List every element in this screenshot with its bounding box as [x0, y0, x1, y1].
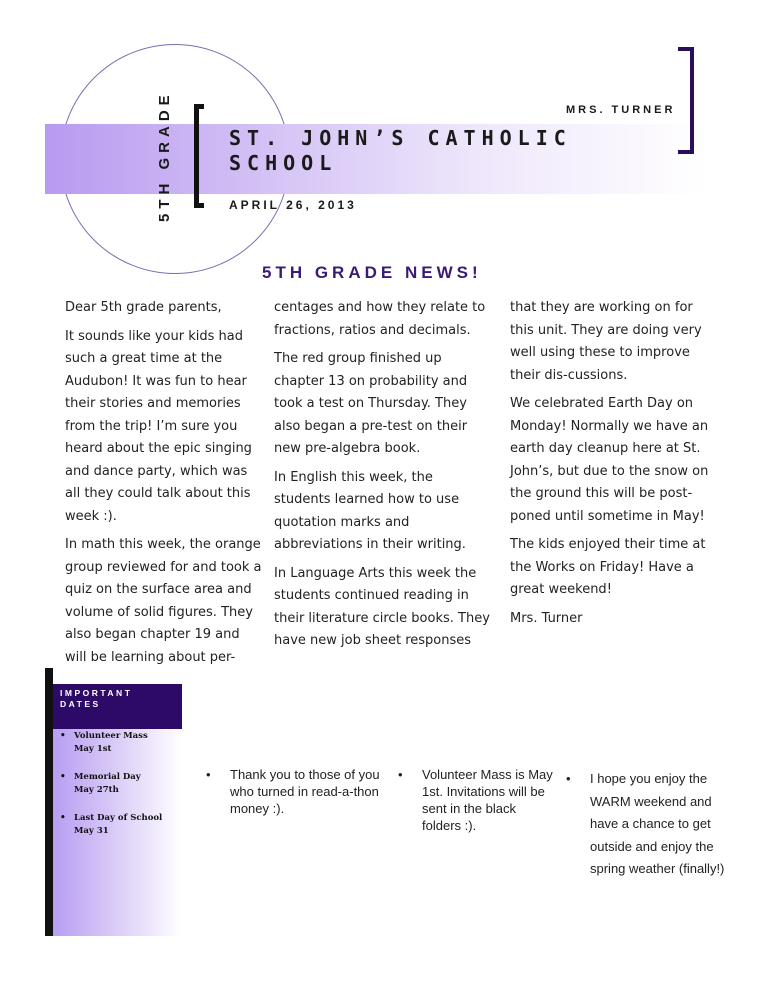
list-item [60, 812, 180, 838]
teacher-name: MRS. TURNER [566, 104, 676, 116]
paragraph: The kids enjoyed their time at the Works on Friday! Have a great weekend! [510, 537, 706, 597]
paragraph: centages and how they relate to fractions, ratios and decimals. [274, 300, 486, 338]
list-item [60, 730, 180, 756]
bullet-text: Volunteer Mass is May 1st. Invitations will be sent in the black folders :). [422, 767, 553, 833]
bullet-text: Thank you to those of you who turned in read-a-thon money :). [230, 767, 380, 816]
date-value: May 31 [74, 826, 109, 836]
paragraph: It sounds like your kids had such a great time at the Audubon! It was fun to hear their stories and memories from the trip! I’m sure you heard about the epic singing and dance party, which was all they could talk about this week :). [65, 328, 252, 524]
date-event: • Last Day of School [74, 813, 163, 823]
paragraph: Dear 5th grade parents, [65, 300, 222, 315]
paragraph: In math this week, the orange group reviewed for and took a quiz on the surface area and volume of solid figures. They also began chapter 19 and will be learning about per- [65, 537, 262, 665]
left-bracket-decoration [194, 104, 204, 208]
paragraph: In Language Arts this week the students continued reading in their literature circle books. They have new job sheet responses [274, 565, 490, 648]
bullet-icon: • [566, 771, 571, 786]
date-event: • Volunteer Mass [74, 731, 148, 741]
signature-text: Mrs. Turner [510, 610, 583, 626]
bullet-icon: • [398, 767, 403, 782]
news-title: 5TH GRADE NEWS! [262, 263, 482, 282]
sidebar-accent-bar [45, 668, 53, 936]
school-title [229, 126, 572, 176]
paragraph: We celebrated Earth Day on Monday! Normally we have an earth day cleanup here at St. John’s, but due to the snow on the ground this will be post-poned until sometime in May! [510, 396, 709, 524]
school-title-line1: ST. JOHN’S CATHOLIC [229, 126, 572, 150]
right-bracket-decoration [678, 47, 694, 154]
article-column-2 [274, 297, 492, 659]
grade-vertical-label: 5TH GRADE [156, 90, 173, 222]
sidebar-title-line1: IMPORTANT [60, 688, 133, 698]
paragraph: The red group finished up chapter 13 on probability and took a test on Thursday. They also began a pre-test on their new pre-algebra book. [274, 351, 468, 456]
sidebar-title [60, 688, 132, 710]
date-value: May 27th [74, 785, 119, 795]
date-value: May 1st [74, 744, 112, 754]
article-column-3 [510, 297, 720, 636]
bullet-text: I hope you enjoy the WARM weekend and have a chance to get outside and enjoy the spring weather (finally!) [590, 771, 725, 876]
paragraph: that they are working on for this unit. They are doing very well using these to improve their dis-cussions. [510, 300, 702, 383]
list-item [60, 771, 180, 797]
date-event: • Memorial Day [74, 772, 141, 782]
school-title-line2: SCHOOL [229, 151, 338, 175]
article-column-1 [65, 297, 265, 675]
issue-date: APRIL 26, 2013 [229, 198, 357, 212]
paragraph: In English this week, the students learned how to use quotation marks and abbreviations in their writing. [274, 469, 466, 552]
sidebar-header [53, 684, 182, 729]
important-dates-list [60, 730, 180, 853]
sidebar-title-line2: DATES [60, 699, 101, 709]
bullet-icon: • [206, 767, 211, 782]
